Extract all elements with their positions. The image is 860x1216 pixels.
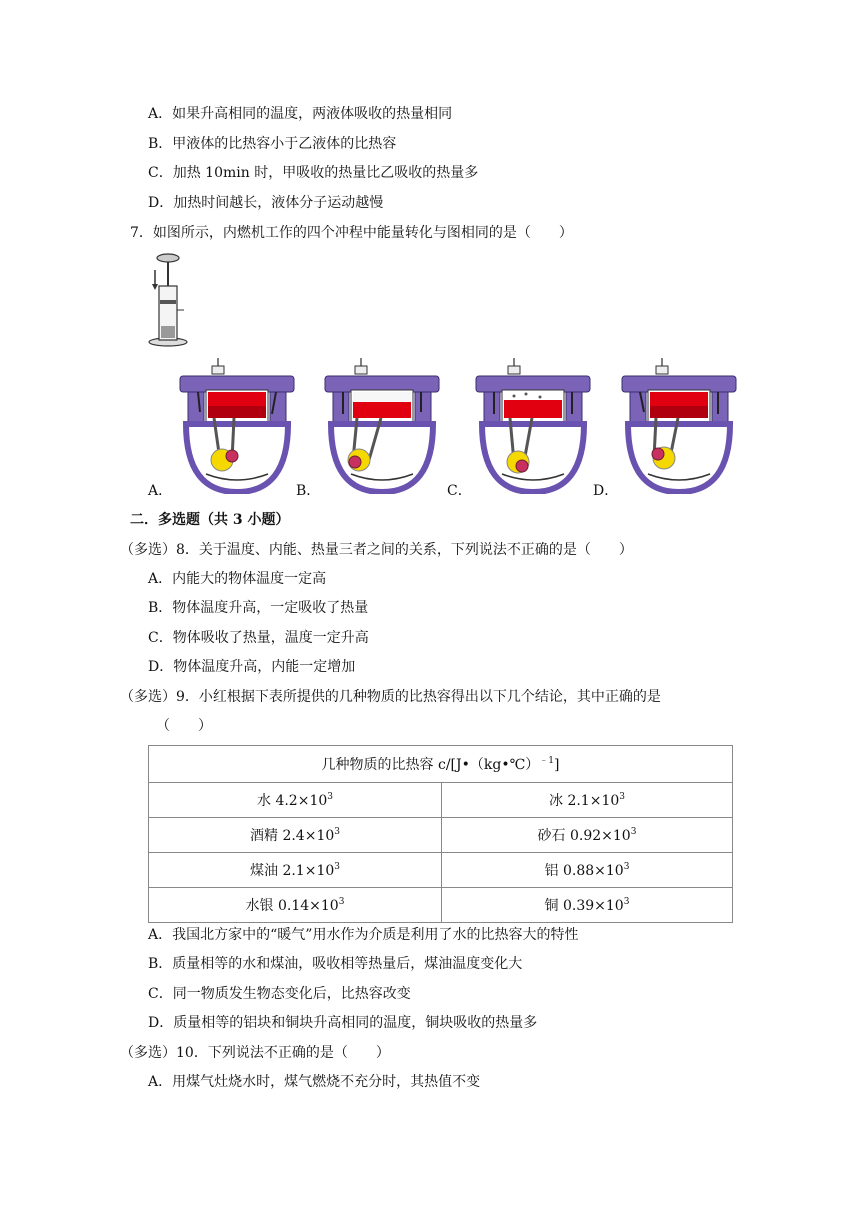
air-pump-figure (146, 252, 190, 348)
table-header: 几种物质的比热容 c/[J•（kg•℃）$^{﹣1}$] (149, 746, 733, 783)
q8-option-a: A．内能大的物体温度一定高 (148, 571, 327, 587)
engine-figure-d (620, 356, 738, 494)
table-cell: 酒精 $2.4\times 10^3$ (149, 818, 442, 853)
q9-option-b: B．质量相等的水和煤油，吸收相等热量后，煤油温度变化大 (148, 956, 523, 972)
engine-figure-b (323, 356, 441, 494)
q7-stem: 7．如图所示，内燃机工作的四个冲程中能量转化与图相同的是（ ） (130, 225, 573, 241)
table-row (149, 888, 733, 923)
q6-option-c: C．加热 10min 时，甲吸收的热量比乙吸收的热量多 (148, 165, 479, 181)
table-cell: 铜 $0.39\times 10^3$ (442, 888, 733, 923)
engine-figure-a (178, 356, 296, 494)
q6-option-a: A．如果升高相同的温度，两液体吸收的热量相同 (148, 106, 453, 122)
q7-option-b-label: B． (296, 483, 321, 499)
table-cell: 冰 $2.1\times 10^3$ (442, 783, 733, 818)
q10-stem: （多选）10．下列说法不正确的是（ ） (120, 1045, 390, 1061)
q8-option-c: C．物体吸收了热量，温度一定升高 (148, 630, 369, 646)
table-cell: 水银 $0.14\times 10^3$ (149, 888, 442, 923)
q8-stem: （多选）8．关于温度、内能、热量三者之间的关系，下列说法不正确的是（ ） (120, 542, 633, 558)
table-cell: 砂石 $0.92\times 10^3$ (442, 818, 733, 853)
table-header-row (149, 746, 733, 783)
q9-option-c: C．同一物质发生物态变化后，比热容改变 (148, 986, 411, 1002)
table-row (149, 818, 733, 853)
q7-option-a-label: A． (148, 483, 173, 499)
q10-option-a: A．用煤气灶烧水时，煤气燃烧不充分时，其热值不变 (148, 1074, 481, 1090)
q6-option-b: B．甲液体的比热容小于乙液体的比热容 (148, 136, 397, 152)
q8-option-d: D．物体温度升高，内能一定增加 (148, 659, 356, 675)
specific-heat-table (148, 745, 733, 923)
section-title: 二．多选题（共 3 小题） (130, 512, 290, 528)
q7-option-d-label: D． (593, 483, 619, 499)
q9-option-d: D．质量相等的铝块和铜块升高相同的温度，铜块吸收的热量多 (148, 1015, 538, 1031)
table-cell: 煤油 $2.1\times 10^3$ (149, 853, 442, 888)
q9-stem-bracket: （ ） (156, 718, 212, 734)
q6-option-d: D．加热时间越长，液体分子运动越慢 (148, 195, 384, 211)
q9-stem: （多选）9．小红根据下表所提供的几种物质的比热容得出以下几个结论，其中正确的是 (120, 689, 661, 705)
table-row (149, 853, 733, 888)
q7-option-c-label: C． (447, 483, 472, 499)
engine-figure-c (474, 356, 592, 494)
table-row (149, 783, 733, 818)
table-cell: 水 $4.2\times 10^3$ (149, 783, 442, 818)
q8-option-b: B．物体温度升高，一定吸收了热量 (148, 600, 369, 616)
q9-option-a: A．我国北方家中的“暖气”用水作为介质是利用了水的比热容大的特性 (148, 927, 579, 943)
table-cell: 铝 $0.88\times 10^3$ (442, 853, 733, 888)
